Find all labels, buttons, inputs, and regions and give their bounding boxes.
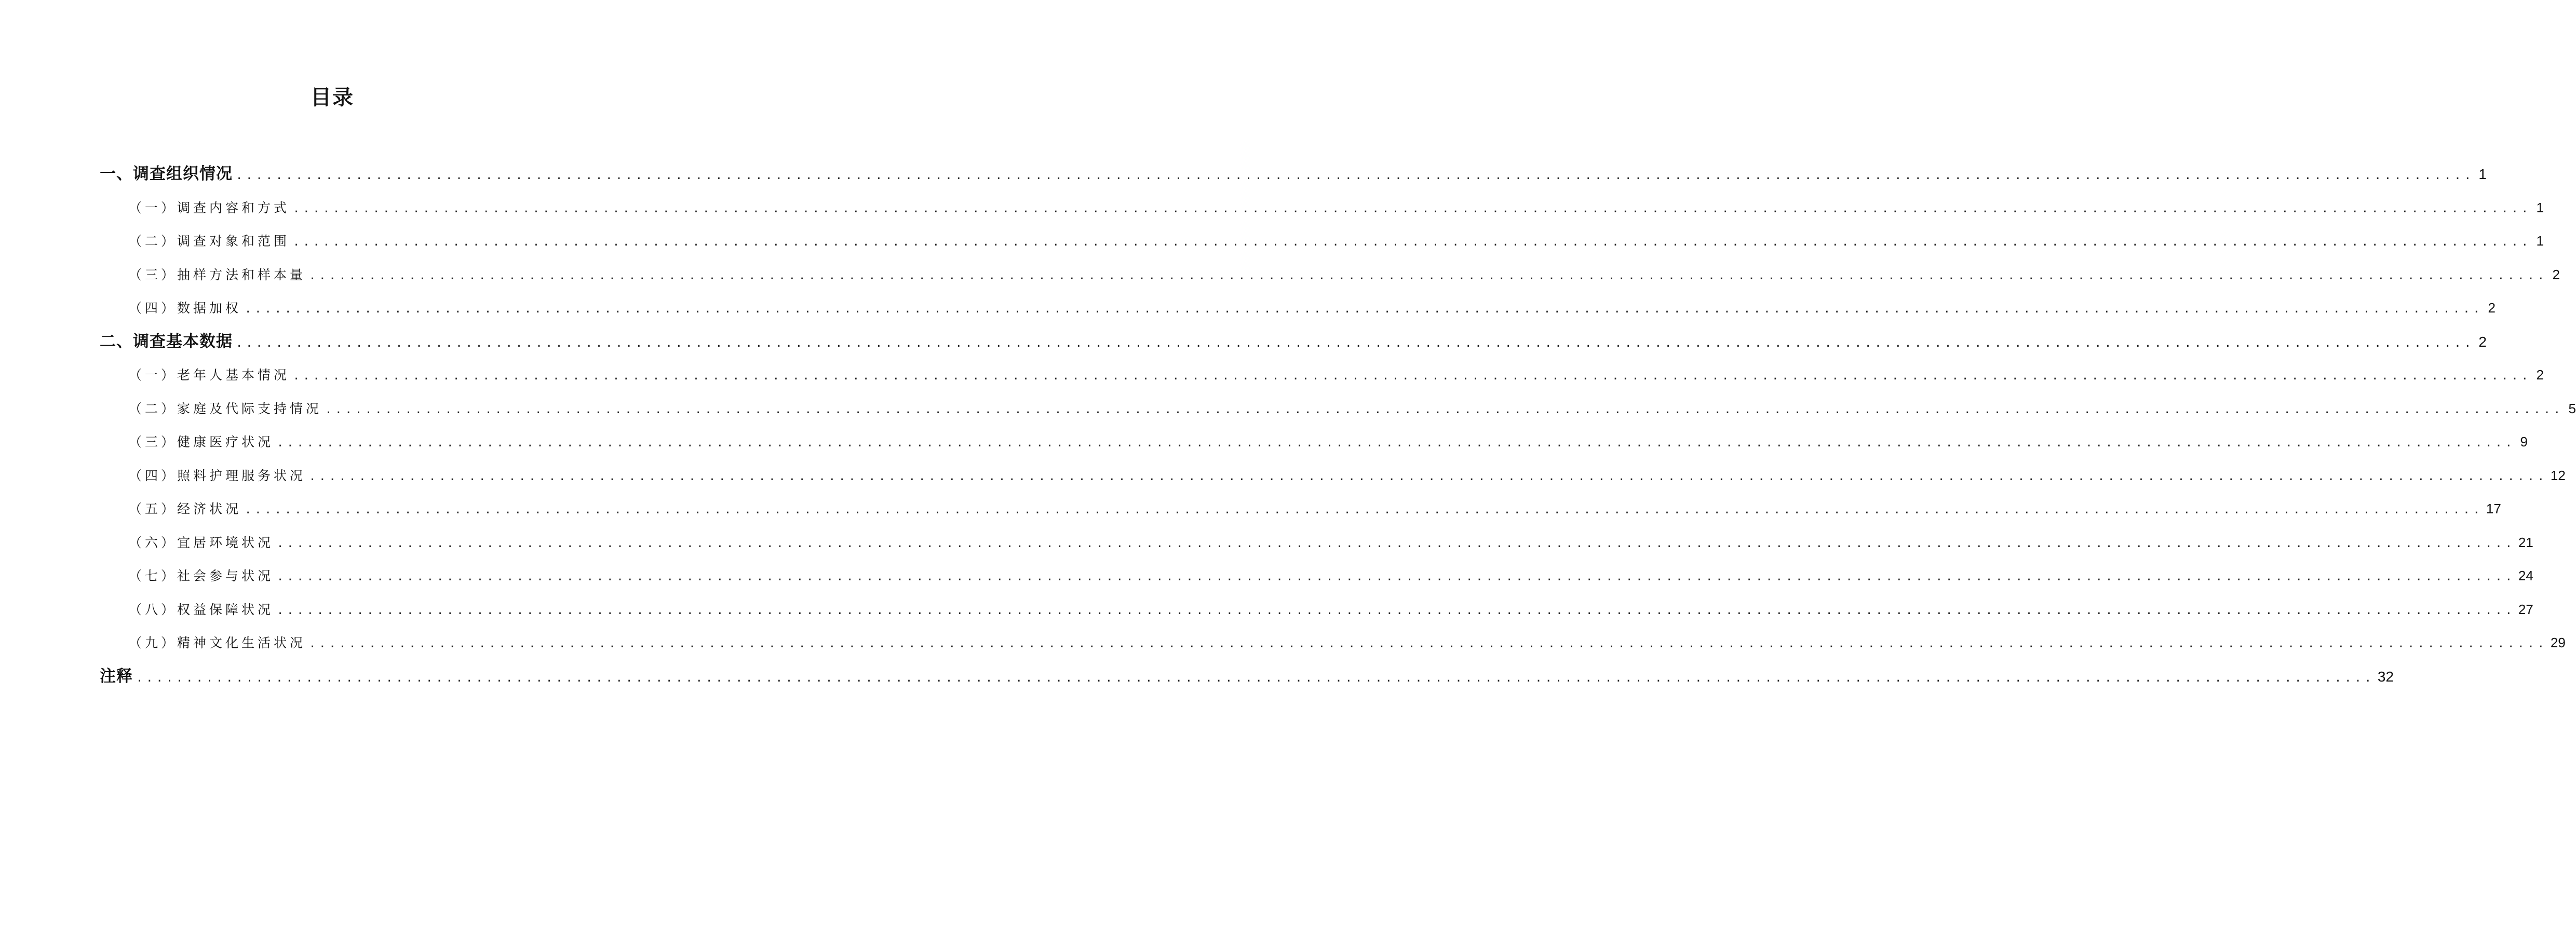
toc-entry-label: （六）宜居环境状况 [129,535,274,550]
toc-page-number: 5 [2568,400,2576,416]
toc-entry-data-weighting[interactable] [100,291,2496,325]
dot-leader: ................................................................................................................................................................................................................................ [309,470,2547,483]
dot-leader: ................................................................................................................................................................................................................................ [293,202,2531,215]
toc-page-number: 27 [2518,601,2533,617]
dot-leader: ................................................................................................................................................................................................................................ [309,269,2547,282]
toc-page-number: 9 [2520,434,2528,450]
toc-entry-cultural-life[interactable] [100,626,2566,660]
toc-page-number: 32 [2377,668,2394,685]
toc-page-number: 17 [2486,501,2501,516]
toc-entry-rights-protection[interactable] [100,593,2533,627]
dot-leader: ................................................................................................................................................................................................................................ [293,370,2531,383]
toc-page-number: 2 [2552,266,2560,282]
dot-leader: ................................................................................................................................................................................................................................ [309,637,2547,650]
toc-entry-social-participation[interactable] [100,559,2533,593]
toc-entry-living-environment[interactable] [100,526,2533,560]
toc-entry-label: （二）家庭及代际支持情况 [129,401,322,416]
toc-entry-label: （四）数据加权 [129,301,242,316]
dot-leader: ................................................................................................................................................................................................................................ [136,671,2375,685]
toc-page-number: 1 [2478,166,2487,182]
toc-entry-label: （三）健康医疗状况 [129,434,274,450]
dot-leader: ................................................................................................................................................................................................................................ [325,403,2564,416]
toc-entry-label: （七）社会参与状况 [129,568,274,583]
toc-entry-survey-scope[interactable] [100,224,2544,258]
toc-entry-economic[interactable] [100,492,2501,526]
toc-entry-care-services[interactable] [100,459,2566,493]
toc-page-number: 21 [2518,534,2533,550]
table-of-contents [100,157,2576,693]
dot-leader: ................................................................................................................................................................................................................................ [236,169,2474,182]
toc-entry-label: （九）精神文化生活状况 [129,635,306,650]
toc-page-number: 2 [2488,300,2496,316]
toc-entry-label: 二、调查基本数据 [100,332,233,351]
toc-entry-label: （四）照料护理服务状况 [129,468,306,483]
toc-page-number: 2 [2536,367,2544,383]
toc-entry-survey-content[interactable] [100,191,2544,225]
toc-entry-sampling[interactable] [100,258,2560,292]
toc-entry-survey-organization[interactable] [100,157,2487,191]
toc-entry-family-support[interactable] [100,392,2576,426]
page-title: 目录 [311,86,354,110]
dot-leader: ................................................................................................................................................................................................................................ [277,537,2515,550]
toc-entry-label: （八）权益保障状况 [129,602,274,617]
toc-page-number: 24 [2518,568,2533,583]
dot-leader: ................................................................................................................................................................................................................................ [277,570,2515,583]
dot-leader: ................................................................................................................................................................................................................................ [236,336,2474,350]
dot-leader: ................................................................................................................................................................................................................................ [245,503,2483,516]
dot-leader: ................................................................................................................................................................................................................................ [277,604,2515,617]
dot-leader: ................................................................................................................................................................................................................................ [245,303,2483,316]
toc-page-number: 29 [2550,635,2566,650]
toc-page-number: 1 [2536,199,2544,215]
toc-entry-label: （一）老年人基本情况 [129,368,290,383]
toc-page-number: 1 [2536,233,2544,249]
toc-entry-label: 一、调查组织情况 [100,165,233,183]
toc-entry-label: （五）经济状况 [129,501,242,516]
dot-leader: ................................................................................................................................................................................................................................ [293,236,2531,249]
toc-entry-label: （二）调查对象和范围 [129,234,290,249]
toc-entry-health-medical[interactable] [100,425,2528,459]
toc-page-number: 2 [2478,333,2487,350]
toc-page-number: 12 [2550,467,2566,483]
dot-leader: ................................................................................................................................................................................................................................ [277,437,2515,450]
toc-entry-notes[interactable] [100,660,2394,693]
toc-entry-basic-data[interactable] [100,325,2487,359]
toc-entry-elderly-basic[interactable] [100,358,2544,392]
toc-entry-label: 注释 [100,666,133,686]
toc-entry-label: （三）抽样方法和样本量 [129,267,306,282]
toc-entry-label: （一）调查内容和方式 [129,200,290,215]
